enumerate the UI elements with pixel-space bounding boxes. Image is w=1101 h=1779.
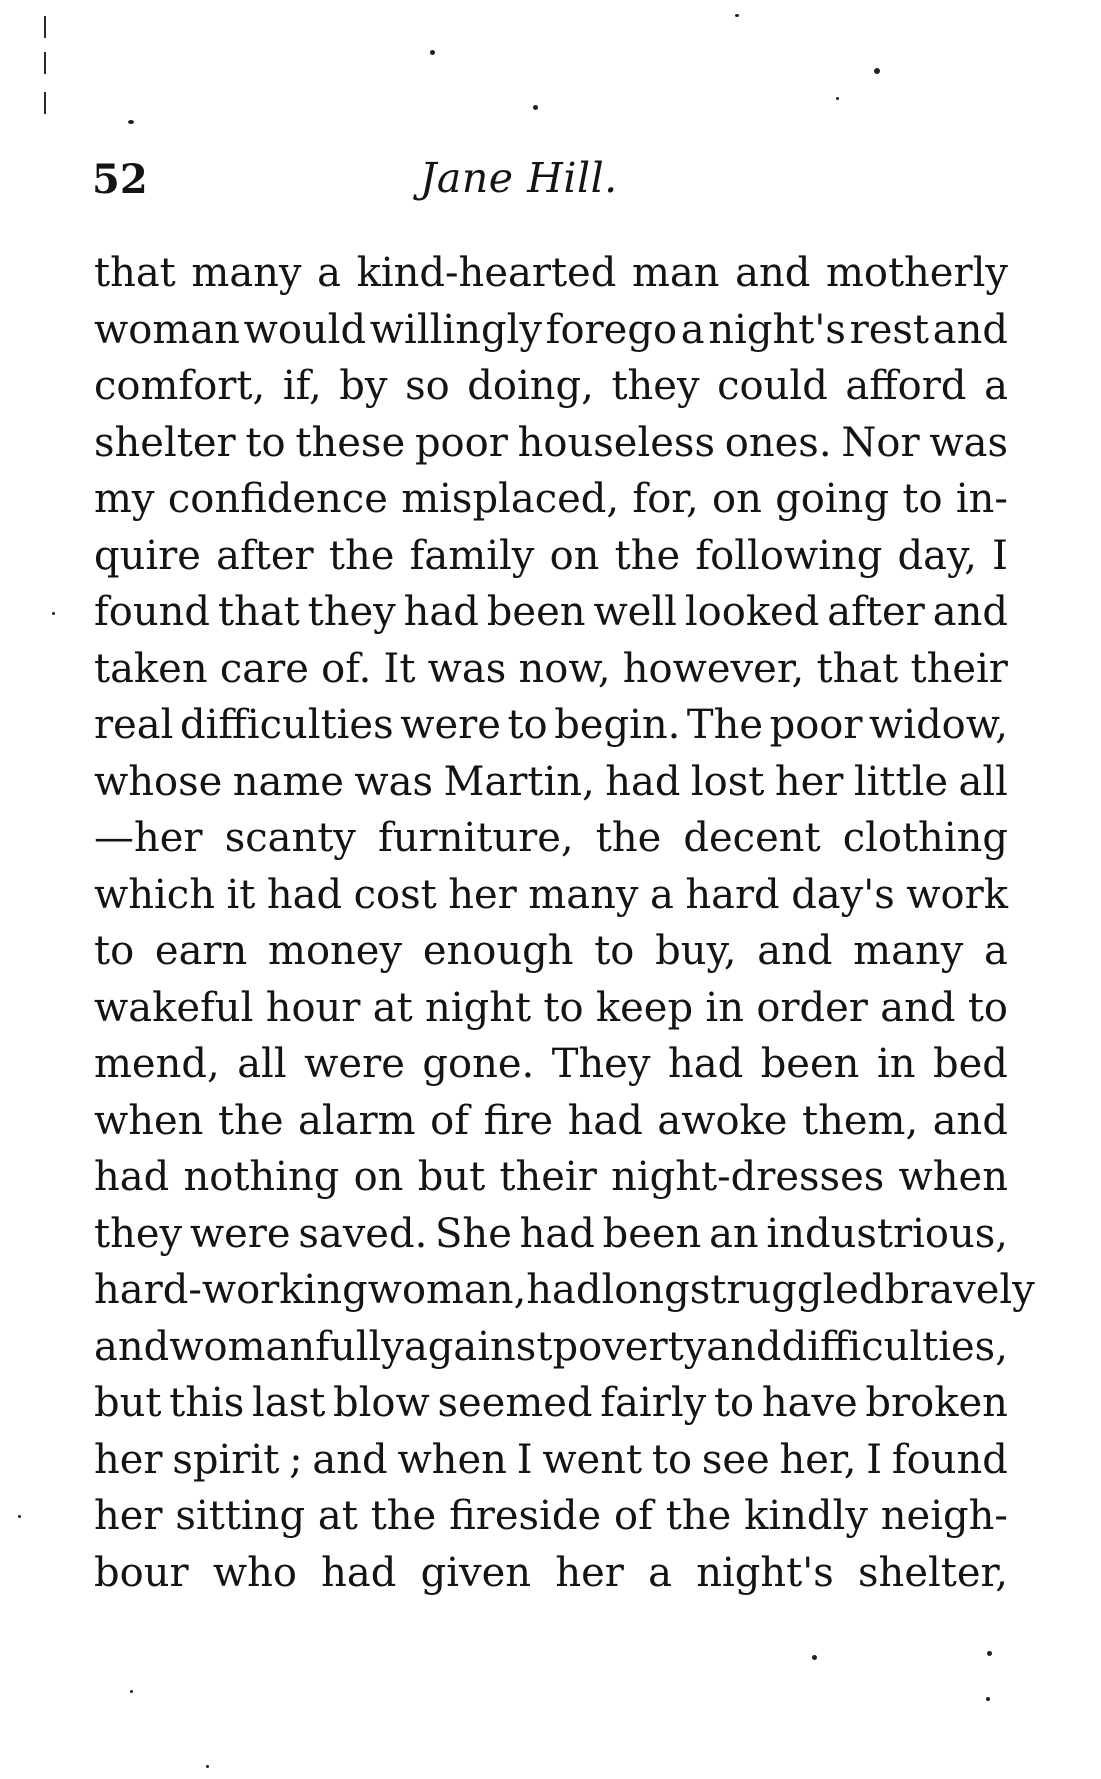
word: had [526, 1267, 602, 1313]
word: fireside [449, 1493, 602, 1539]
word: fairly [600, 1380, 707, 1426]
word: could [717, 363, 828, 409]
word: furniture, [378, 815, 574, 861]
word: night-dresses [611, 1154, 885, 1200]
word: kindly [744, 1493, 868, 1539]
word: a [317, 250, 342, 296]
word: doing, [467, 363, 594, 409]
scan-mark [44, 92, 46, 114]
word: They [551, 1041, 651, 1087]
word: when [898, 1154, 1008, 1200]
word: had [567, 1097, 643, 1144]
text-line [94, 1262, 1035, 1319]
word: and [880, 984, 956, 1031]
word: and [932, 589, 1008, 635]
word: when [94, 1097, 204, 1144]
running-title: Jane Hill. [420, 154, 618, 202]
word: that [94, 250, 176, 296]
word: I [992, 532, 1008, 579]
text-line [94, 358, 1008, 415]
word: bour [94, 1549, 189, 1596]
word: that [816, 645, 899, 692]
text-line [94, 1149, 1008, 1206]
word: of [614, 1493, 653, 1539]
word: all [958, 758, 1008, 805]
word: the [370, 1493, 437, 1539]
word: going [775, 476, 890, 522]
word: woman [94, 306, 240, 353]
word: were [400, 702, 501, 748]
word: poor [769, 702, 863, 748]
word: industrious, [766, 1210, 1008, 1257]
text-line [94, 1375, 1008, 1432]
word: this [169, 1380, 245, 1426]
text-line [94, 245, 1008, 302]
word: had [321, 1549, 397, 1596]
word: cost [353, 871, 437, 918]
word: buy, [655, 928, 737, 974]
running-head [0, 154, 1101, 218]
word: after [216, 532, 314, 579]
word: her [448, 871, 517, 918]
scan-speck [735, 14, 739, 17]
word: all [237, 1041, 287, 1087]
scan-mark [44, 52, 46, 74]
word: kind-hearted [356, 250, 617, 296]
word: quire [94, 532, 201, 579]
word: against [403, 1323, 553, 1370]
word: on [353, 1154, 404, 1200]
word: night [425, 984, 532, 1031]
word: struggled [689, 1267, 885, 1313]
word: in [876, 1041, 916, 1087]
word: on [549, 532, 600, 579]
word: the [614, 532, 681, 579]
word: widow, [869, 702, 1008, 748]
word: found [891, 1436, 1008, 1483]
word: when [397, 1436, 507, 1483]
word: willingly [369, 306, 542, 353]
word: neigh- [880, 1493, 1008, 1539]
word: comfort, [94, 363, 266, 409]
scan-speck [986, 1697, 990, 1701]
word: given [420, 1549, 532, 1596]
word: her [774, 758, 844, 805]
word: which [94, 871, 215, 918]
word: that [217, 589, 300, 635]
text-line [94, 302, 1008, 359]
word: hour [265, 984, 361, 1031]
word: gone. [422, 1041, 535, 1087]
word: night's [708, 306, 846, 353]
word: had [519, 1210, 595, 1257]
text-line [94, 923, 1008, 980]
word: and [757, 928, 833, 974]
scan-speck [533, 105, 538, 110]
word: and [932, 1097, 1008, 1144]
word: but [417, 1154, 486, 1200]
word: well [593, 589, 677, 635]
word: was [929, 419, 1008, 466]
scan-speck [130, 1690, 133, 1693]
word: at [317, 1493, 358, 1539]
word: to [245, 419, 286, 466]
word: of. [321, 645, 372, 692]
word: scanty [224, 815, 356, 861]
word: by [339, 363, 388, 409]
word: misplaced, [401, 476, 620, 522]
word: to [594, 928, 635, 974]
text-line [94, 471, 1008, 528]
word: had [266, 871, 343, 918]
word: it [226, 871, 256, 918]
word: a [648, 1549, 672, 1596]
word: ones. [724, 419, 832, 466]
text-line [94, 980, 1008, 1037]
word: It [383, 645, 416, 692]
scan-speck [18, 1515, 21, 1518]
word: family [409, 532, 535, 579]
word: broken [865, 1380, 1008, 1426]
word: had [94, 1154, 170, 1200]
word: saved. [298, 1210, 428, 1257]
word: was [354, 758, 434, 805]
word: care [219, 645, 309, 692]
word: were [304, 1041, 405, 1087]
text-line [94, 754, 1008, 811]
word: my [94, 476, 155, 522]
word: them, [802, 1097, 919, 1144]
word: whose [94, 758, 223, 805]
text-line [94, 1093, 1008, 1150]
word: nothing [183, 1154, 340, 1200]
scan-speck [430, 50, 435, 55]
word: her [94, 1436, 163, 1483]
word: confidence [167, 476, 388, 522]
scan-speck [812, 1655, 817, 1660]
word: in [705, 984, 744, 1031]
word: been [760, 1041, 860, 1087]
word: many [528, 871, 639, 918]
word: forego [545, 306, 678, 353]
word: after [827, 589, 925, 635]
word: see [701, 1436, 770, 1483]
text-line [94, 584, 1008, 641]
word: I [866, 1436, 883, 1483]
text-line [94, 1432, 1008, 1489]
word: of [430, 1097, 470, 1144]
word: to [507, 702, 548, 748]
word: the [665, 1493, 732, 1539]
word: last [252, 1380, 326, 1426]
word: and [312, 1436, 388, 1483]
word: poverty [552, 1323, 707, 1370]
word: hard-working [94, 1267, 368, 1313]
word: a [984, 363, 1008, 409]
word: hard [685, 871, 780, 918]
word: bravely [884, 1267, 1035, 1313]
word: they [94, 1210, 183, 1257]
word: earn [154, 928, 248, 974]
word: bed [933, 1041, 1008, 1087]
text-line [94, 641, 1008, 698]
word: to [543, 984, 584, 1031]
word: begin. [554, 702, 681, 748]
word: The [686, 702, 764, 748]
word: they [307, 589, 396, 635]
text-line [94, 415, 1008, 472]
word: and [932, 306, 1008, 353]
word: if, [282, 363, 322, 409]
word: motherly [825, 250, 1008, 296]
word: a [649, 871, 674, 918]
word: many [853, 928, 964, 974]
word: they [611, 363, 700, 409]
scan-speck [206, 1765, 209, 1768]
word: womanfully [169, 1323, 404, 1370]
word: were [189, 1210, 291, 1257]
word: have [761, 1380, 858, 1426]
scan-speck [836, 97, 839, 100]
word: man [631, 250, 720, 296]
word: afford [845, 363, 967, 409]
word: long [601, 1267, 690, 1313]
scan-speck [128, 120, 134, 124]
text-line [94, 697, 1008, 754]
word: seemed [437, 1380, 593, 1426]
scan-speck [874, 68, 880, 74]
word: poor [414, 419, 508, 466]
word: for, [632, 476, 699, 522]
word: enough [422, 928, 574, 974]
word: and [735, 250, 811, 296]
word: had [605, 758, 681, 805]
word: went [542, 1436, 643, 1483]
word: night's [696, 1549, 834, 1596]
scan-mark [44, 16, 46, 38]
word: difficulties [180, 702, 394, 748]
text-line [94, 1488, 1008, 1545]
word: looked [684, 589, 820, 635]
word: sitting [175, 1493, 306, 1539]
word: to [967, 984, 1008, 1031]
word: who [212, 1549, 297, 1596]
word: Nor [841, 419, 920, 466]
text-line [94, 867, 1008, 924]
word: name [232, 758, 344, 805]
word: ; [289, 1436, 303, 1483]
word: to [902, 476, 943, 522]
word: the [328, 532, 395, 579]
word: the [217, 1097, 284, 1144]
word: an [709, 1210, 759, 1257]
body-text [94, 245, 1035, 1601]
word: on [712, 476, 762, 522]
word: real [94, 702, 174, 748]
word: been [602, 1210, 702, 1257]
word: fire [483, 1097, 554, 1144]
text-line [94, 528, 1008, 585]
word: had [403, 589, 479, 635]
word: shelter [94, 419, 236, 466]
word: taken [94, 645, 208, 692]
word: many [191, 250, 302, 296]
word: but [94, 1380, 162, 1426]
word: would [243, 306, 367, 353]
word: the [595, 815, 662, 861]
word: I [516, 1436, 533, 1483]
word: been [486, 589, 586, 635]
word: a [984, 928, 1008, 974]
word: Martin, [443, 758, 595, 805]
word: blow [333, 1380, 430, 1426]
word: at [372, 984, 413, 1031]
word: her [94, 1493, 163, 1539]
word: and [706, 1323, 782, 1370]
word: her, [779, 1436, 857, 1483]
word: their [499, 1154, 597, 1200]
word: to [651, 1436, 693, 1483]
word: order [756, 984, 868, 1031]
word: and [94, 1323, 170, 1370]
word: wakeful [94, 984, 254, 1031]
word: alarm [298, 1097, 416, 1144]
word: found [94, 589, 211, 635]
word: difficulties, [781, 1323, 1008, 1370]
word: so [405, 363, 450, 409]
word: was [427, 645, 507, 692]
word: spirit [172, 1436, 280, 1483]
word: these [295, 419, 406, 466]
word: a [680, 306, 705, 353]
word: rest [849, 306, 929, 353]
word: however, [622, 645, 805, 692]
scan-speck [52, 612, 55, 615]
word: to [713, 1380, 755, 1426]
word: work [906, 871, 1008, 918]
text-line [94, 1036, 1008, 1093]
word: following [695, 532, 883, 579]
word: mend, [94, 1041, 220, 1087]
word: her [555, 1549, 624, 1596]
word: clothing [842, 815, 1008, 861]
page-number: 52 [92, 156, 148, 203]
text-line [94, 1319, 1008, 1376]
word: houseless [517, 419, 715, 466]
word: little [853, 758, 949, 805]
word: money [268, 928, 403, 974]
word: to [94, 928, 135, 974]
text-line [94, 1545, 1008, 1602]
word: had [667, 1041, 744, 1087]
scan-speck [987, 1651, 992, 1656]
word: in- [955, 476, 1008, 522]
word: awoke [657, 1097, 788, 1144]
word: shelter, [858, 1549, 1008, 1596]
word: now, [518, 645, 611, 692]
word: their [910, 645, 1008, 692]
word: lost [690, 758, 765, 805]
word: She [435, 1210, 512, 1257]
word: woman, [367, 1267, 527, 1313]
word: day, [897, 532, 977, 579]
text-line [94, 810, 1008, 867]
word: keep [595, 984, 694, 1031]
text-line [94, 1206, 1008, 1263]
word: day's [791, 871, 895, 918]
word: —her [94, 815, 203, 861]
word: decent [683, 815, 821, 861]
